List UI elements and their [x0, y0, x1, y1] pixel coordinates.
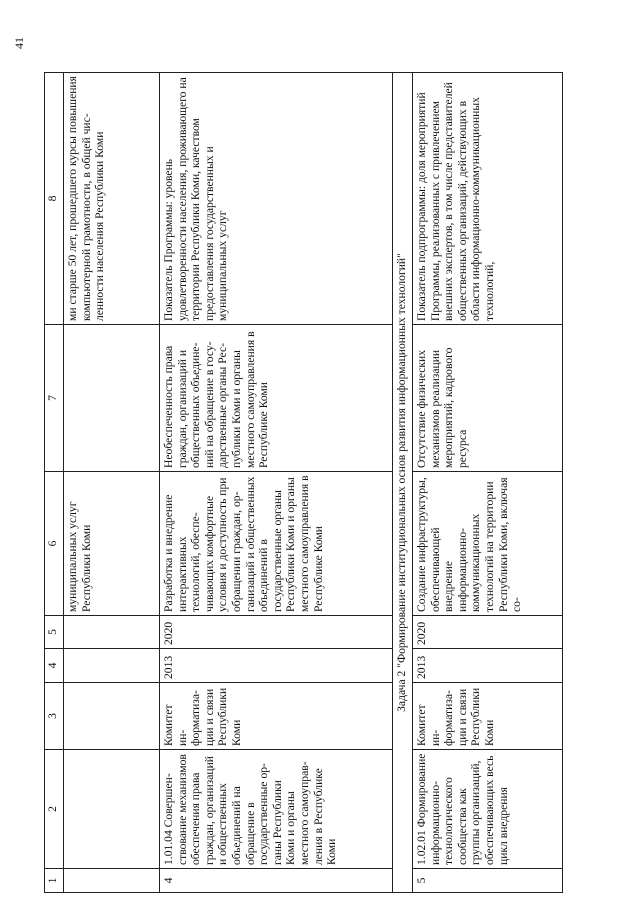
- indicator-cell: Показатель Программы: уровень удовлетворенности населения, проживающего на территории Республики Коми, качеством предоставления государственных и муниципальных услуг: [160, 73, 393, 325]
- row-number-cell: 4: [160, 869, 393, 893]
- measure-name-cell: [64, 750, 160, 869]
- column-number: 5: [45, 616, 64, 649]
- program-measures-table: [44, 72, 563, 893]
- row-number-cell: [64, 869, 160, 893]
- table-row: [160, 73, 393, 893]
- measure-name-cell: 1.02.01 Формирование информационно-технологического сообщества как группы организаций, обеспечивающих весь цикл внедрения: [413, 750, 563, 869]
- column-number-header-row: [45, 73, 64, 893]
- start-year-cell: 2013: [413, 649, 563, 683]
- table-row: [64, 73, 160, 893]
- column-number: 3: [45, 683, 64, 750]
- row-number-cell: 5: [413, 869, 563, 893]
- task-title: Задача 2 "Формирование институциональных основ развития информационных технологий": [393, 73, 413, 893]
- end-year-cell: [64, 616, 160, 649]
- task-heading-row: [393, 73, 413, 893]
- expected-result-cell: муниципальных услуг Республики Коми: [64, 472, 160, 616]
- column-number: 6: [45, 472, 64, 616]
- start-year-cell: 2013: [160, 649, 393, 683]
- column-number: 8: [45, 73, 64, 325]
- start-year-cell: [64, 649, 160, 683]
- consequences-cell: [64, 325, 160, 472]
- expected-result-cell: Создание инфраструктуры, обеспечивающей внедрение информационно-коммуникационных технологий на территории Республики Коми, включая со-: [413, 472, 563, 616]
- indicator-cell: ми старше 50 лет, прошедшего курсы повышения компьютерной грамотности, в общей численности населения Республики Коми: [64, 73, 160, 325]
- indicator-cell: Показатель подпрограммы: доля мероприятий Программы, реализованных с привлечением внешних экспертов, в том числе представителей общественных организаций, действующих в области информационно-коммуникационных технологий,: [413, 73, 563, 325]
- column-number: 2: [45, 750, 64, 869]
- measure-name-cell: 1.01.04 Совершенствование механизмов обеспечения права граждан, организаций и общественных объединений на обращение в государственные органы Республики Коми и органы местного самоуправления в Республике Коми: [160, 750, 393, 869]
- executor-cell: Комитет информатизации и связи Республики Коми: [413, 683, 563, 750]
- page-number: 41: [12, 37, 26, 49]
- executor-cell: Комитет информатизации и связи Республики Коми: [160, 683, 393, 750]
- expected-result-cell: Разработка и внедрение интерактивных технологий, обеспечивающих комфортные условия и доступность при обращении граждан, организаций и общественных объединений в государственные органы Республики Коми и органы местного самоуправления в Республике Коми: [160, 472, 393, 616]
- column-number: 4: [45, 649, 64, 683]
- column-number: 7: [45, 325, 64, 472]
- executor-cell: [64, 683, 160, 750]
- end-year-cell: 2020: [413, 616, 563, 649]
- consequences-cell: Отсутствие физических механизмов реализации мероприятий, кадрового ресурса: [413, 325, 563, 472]
- consequences-cell: Необеспеченность права граждан, организаций и общественных объединений на обращение в государственные органы Республики Коми и органы местного самоуправления в Республике Коми: [160, 325, 393, 472]
- table-row: [413, 73, 563, 893]
- end-year-cell: 2020: [160, 616, 393, 649]
- column-number: 1: [45, 869, 64, 893]
